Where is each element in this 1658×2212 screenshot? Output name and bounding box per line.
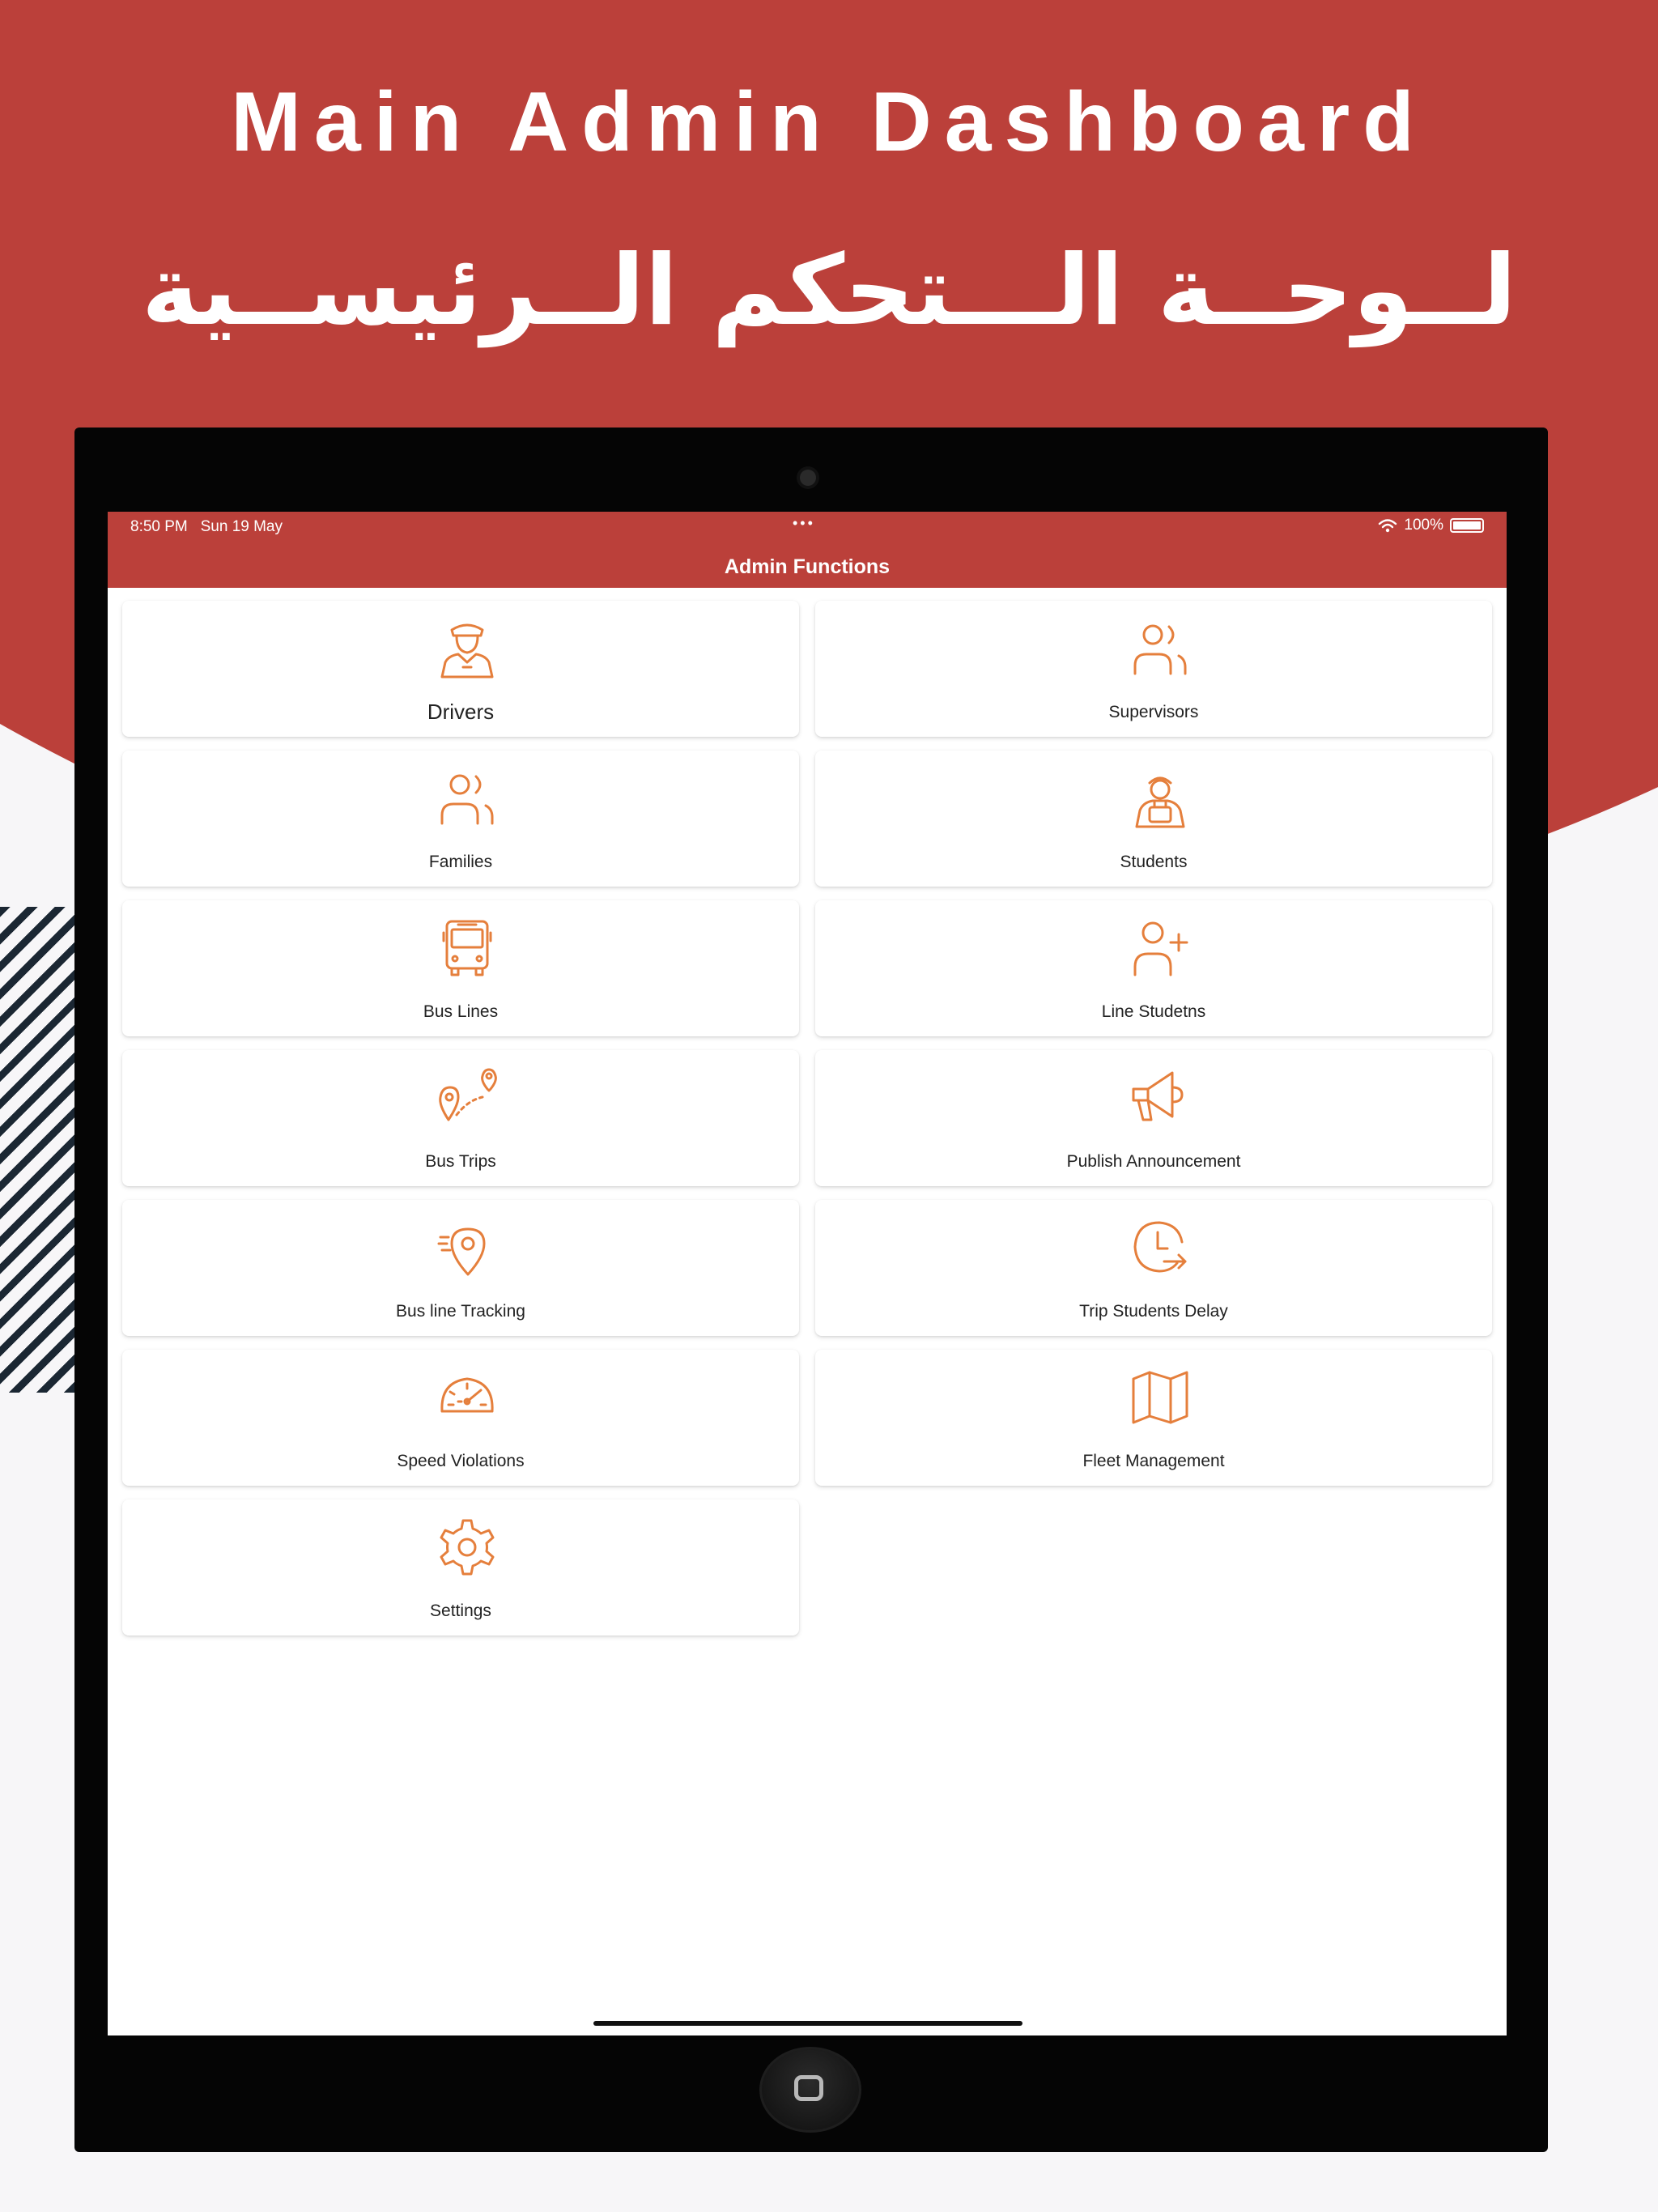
tile-trip-students-delay[interactable] — [815, 1200, 1492, 1336]
tile-label: Bus line Tracking — [396, 1302, 525, 1321]
promo-arabic-title: لــوحــة الـــتحكم الــرئيســية — [141, 235, 1517, 347]
clock-delay-icon — [1125, 1213, 1195, 1283]
tile-label: Drivers — [427, 700, 495, 724]
tile-label: Bus Trips — [425, 1152, 496, 1171]
tile-fleet-management[interactable] — [815, 1350, 1492, 1486]
tile-label: Settings — [430, 1602, 491, 1620]
tile-speed-violations[interactable] — [122, 1350, 799, 1486]
nav-title: Admin Functions — [108, 549, 1507, 588]
camera-icon — [800, 470, 816, 486]
tile-label: Fleet Management — [1082, 1452, 1225, 1470]
multitasking-dots-icon[interactable]: ••• — [793, 515, 815, 531]
tile-settings[interactable] — [122, 1499, 799, 1636]
battery-percent: 100% — [1404, 517, 1443, 534]
student-icon — [1125, 764, 1195, 833]
add-user-icon — [1125, 913, 1195, 983]
location-pin-icon — [432, 1213, 502, 1283]
tile-bus-trips[interactable] — [122, 1050, 799, 1186]
battery-icon — [1450, 518, 1484, 533]
family-icon — [432, 764, 502, 833]
status-bar — [108, 512, 1507, 549]
speedometer-icon — [432, 1363, 502, 1432]
tile-label: Speed Violations — [397, 1452, 525, 1470]
tile-students[interactable] — [815, 751, 1492, 887]
home-button[interactable] — [759, 2047, 861, 2133]
tile-publish-announcement[interactable] — [815, 1050, 1492, 1186]
background-hatch-pattern — [0, 907, 81, 1393]
tile-label: Trip Students Delay — [1079, 1302, 1228, 1321]
tile-label: Publish Announcement — [1066, 1152, 1241, 1171]
route-icon — [432, 1063, 502, 1133]
tile-supervisors[interactable] — [815, 601, 1492, 737]
tile-label: Students — [1120, 853, 1188, 871]
users-icon — [1125, 614, 1195, 683]
tile-label: Line Studetns — [1101, 1002, 1206, 1021]
driver-icon — [432, 614, 502, 683]
tile-bus-line-tracking[interactable] — [122, 1200, 799, 1336]
tile-drivers[interactable] — [122, 601, 799, 737]
home-indicator[interactable] — [593, 2021, 1022, 2026]
map-icon — [1125, 1363, 1195, 1432]
wifi-icon — [1378, 518, 1397, 533]
bus-icon — [432, 913, 502, 983]
gear-icon — [432, 1512, 502, 1582]
app-screen — [108, 512, 1507, 2035]
status-indicators — [1378, 517, 1484, 534]
tile-bus-lines[interactable] — [122, 900, 799, 1036]
tile-line-students[interactable] — [815, 900, 1492, 1036]
tile-label: Supervisors — [1108, 703, 1199, 721]
tile-label: Bus Lines — [423, 1002, 499, 1021]
tile-label: Families — [428, 853, 493, 871]
megaphone-icon — [1125, 1063, 1195, 1133]
status-time: 8:50 PM Sun 19 May — [130, 518, 283, 535]
promo-title: Main Admin Dashboard — [231, 75, 1427, 169]
tile-families[interactable] — [122, 751, 799, 887]
